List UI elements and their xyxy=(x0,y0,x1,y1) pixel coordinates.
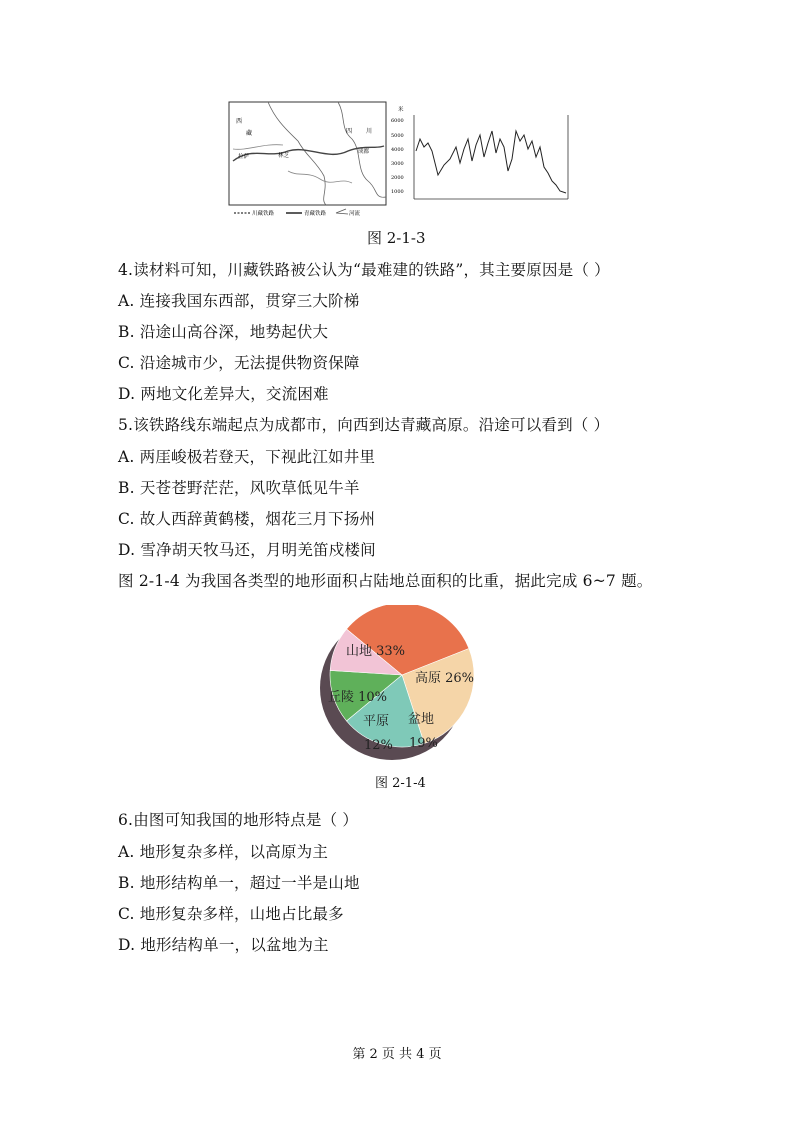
figure-2-1-3 xyxy=(228,101,572,219)
question-5-option-c: C. 故人西辞黄鹤楼，烟花三月下扬州 xyxy=(118,510,376,528)
question-6-option-c: C. 地形复杂多样，山地占比最多 xyxy=(118,905,344,923)
figure-caption-2-1-3: 图 2-1-3 xyxy=(367,229,426,247)
map-label-linzhi: 林芝 xyxy=(278,153,290,159)
question-5-option-a: A. 两厓峻极若登天，下视此江如井里 xyxy=(118,448,376,466)
elevation-profile-line xyxy=(416,131,566,193)
figure-intro-text: 图 2-1-4 为我国各类型的地形面积占陆地总面积的比重，据此完成 6~7 题。 xyxy=(118,572,653,590)
y-tick-1000: 1000 xyxy=(391,189,404,195)
figure-caption-2-1-4: 图 2-1-4 xyxy=(375,776,426,791)
map-label-chuan: 川 xyxy=(366,128,373,135)
map-label-chengdu: 成都 xyxy=(358,149,370,155)
question-5-stem: 5.该铁路线东端起点为成都市，向西到达青藏高原。沿途可以看到（ ） xyxy=(118,416,610,434)
question-5-option-d: D. 雪净胡天牧马还，月明羌笛戍楼间 xyxy=(118,541,376,559)
question-6-option-a: A. 地形复杂多样，以高原为主 xyxy=(118,843,329,861)
map-label-zang: 藏 xyxy=(246,130,253,137)
legend-river: 河流 xyxy=(349,211,361,217)
pie-label-4: 丘陵 10% xyxy=(328,690,388,705)
map-label-lasa: 拉萨 xyxy=(238,154,250,160)
y-tick-4000: 4000 xyxy=(391,147,404,153)
y-tick-2000: 2000 xyxy=(391,175,404,181)
pie-label-2-value: 19% xyxy=(409,736,438,751)
map-label-si: 四 xyxy=(346,128,353,135)
profile-unit: 米 xyxy=(398,107,404,113)
question-6-option-b: B. 地形结构单一，超过一半是山地 xyxy=(118,874,360,892)
question-4-option-a: A. 连接我国东西部，贯穿三大阶梯 xyxy=(118,292,360,310)
terrain-pie-chart xyxy=(312,605,482,777)
question-4-option-d: D. 两地文化差异大，交流困难 xyxy=(118,385,329,403)
page-footer: 第 2 页 共 4 页 xyxy=(352,1047,442,1062)
question-4-stem: 4.读材料可知，川藏铁路被公认为“最难建的铁路”，其主要原因是（ ） xyxy=(118,261,610,279)
question-6-stem: 6.由图可知我国的地形特点是（ ） xyxy=(118,811,359,829)
legend-qingzang: 青藏铁路 xyxy=(304,211,327,217)
legend-chuanzang: 川藏铁路 xyxy=(252,211,275,217)
pie-label-3-value: 12% xyxy=(364,738,393,753)
question-6-option-d: D. 地形结构单一，以盆地为主 xyxy=(118,936,329,954)
y-tick-6000: 6000 xyxy=(391,118,404,124)
pie-label-1: 高原 26% xyxy=(415,671,475,686)
y-tick-5000: 5000 xyxy=(391,133,404,139)
pie-label-0: 山地 33% xyxy=(346,644,406,659)
question-4-option-c: C. 沿途城市少，无法提供物资保障 xyxy=(118,354,360,372)
map-label-xi: 西 xyxy=(236,118,243,125)
y-tick-3000: 3000 xyxy=(391,161,404,167)
pie-label-3-name: 平原 xyxy=(363,714,390,729)
pie-label-2-name: 盆地 xyxy=(408,712,435,727)
question-5-option-b: B. 天苍苍野茫茫，风吹草低见牛羊 xyxy=(118,479,360,497)
question-4-option-b: B. 沿途山高谷深，地势起伏大 xyxy=(118,323,329,341)
